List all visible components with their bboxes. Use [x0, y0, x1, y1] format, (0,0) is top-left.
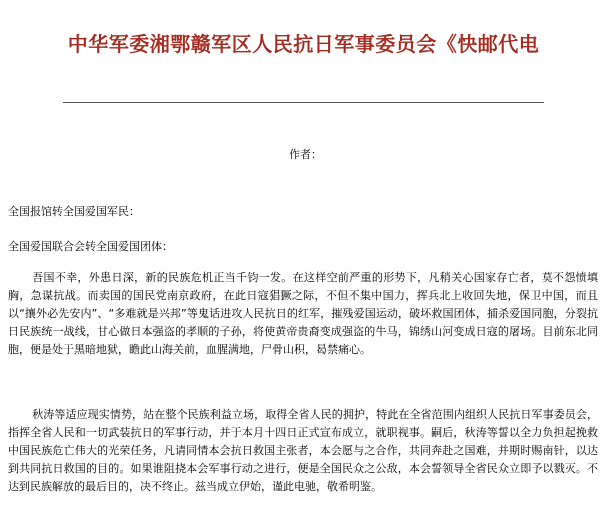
author-label: 作者： [289, 148, 322, 161]
body-paragraph-1: 吾国不幸，外患日深，新的民族危机正当千钧一发。在这样空前严重的形势下，凡稍关心国家存亡者，莫不怨愤填胸，急谋抗战。而卖国的国民党南京政府，在此日寇猖獗之际，不但不集中国力，挥兵北上收回失地，保卫中国，而且以“攘外必先安内”、“多难就是兴邦”等鬼话进攻人民抗日的红军，摧残爱国运动，破坏救国团体，捕杀爱国同胞，分裂抗日民族统一战线，甘心做日本强盗的孝顺的子孙，将使黄帝贵裔变成强盗的牛马，锦绣山河变成日寇的屠场。目前东北同胞，便是处于黑暗地狱，瞻此山海关前，血腥满地，尸骨山积，曷禁痛心。 [8, 271, 598, 356]
document-title: 中华军委湘鄂赣军区人民抗日军事委员会《快邮代电 [67, 32, 540, 56]
title-divider [63, 102, 544, 103]
salutation-press: 全国报馆转全国爱国军民： [8, 205, 140, 218]
salutation-associations: 全国爱国联合会转全国爱国团体： [8, 240, 173, 253]
body-paragraph-2: 秋涛等适应现实情势，站在整个民族利益立场，取得全省人民的拥护，特此在全省范围内组织人民抗日军事委员会，指挥全省人民和一切武装抗日的军事行动，并于本月十四日正式宣布成立，就职视事。嗣后，秋涛等誓以全力负担起挽救中国民族危亡伟大的光荣任务，凡请同情本会抗日救国主张者，本会愿与之合作，共同奔赴之国难，并期时赐南针，以达到共同抗日救国的目的。如果谁阻挠本会军事行动之进行，便是全国民众之公敌，本会誓领导全省民众立即予以戮灭。不达到民族解放的最后目的，决不终止。兹当成立伊始，谨此电驰，敬希明鉴。 [8, 408, 598, 493]
